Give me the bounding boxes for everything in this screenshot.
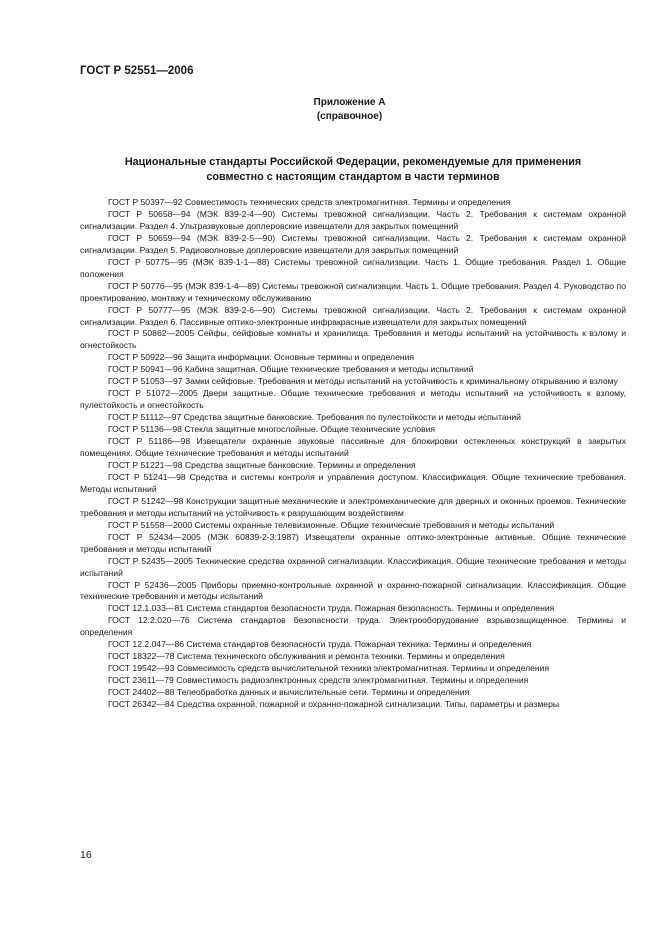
reference-item: ГОСТ Р 52434—2005 (МЭК 60839-2-3:1987) Извещатели охранные оптико-электронные активные. Общие технические требования и методы испытаний — [80, 531, 626, 554]
reference-item: ГОСТ 26342—84 Средства охранной, пожарной и охранно-пожарной сигнализации. Типы, параметры и размеры — [108, 699, 560, 710]
reference-item: ГОСТ 24402—88 Телеобработка данных и вычислительные сети. Термины и определения — [108, 687, 470, 698]
reference-item: ГОСТ Р 51072—2005 Двери защитные. Общие технические требования и методы испытаний на устойчивость к взлому, пулестойкость и огнестойкость — [80, 388, 626, 411]
reference-item: ГОСТ Р 51053—97 Замки сейфовые. Требования и методы испытаний на устойчивость к криминальному открыванию и взлому — [108, 376, 618, 387]
reference-item: ГОСТ Р 50776—95 (МЭК 839-1-4—89) Системы тревожной сигнализации. Часть 1. Общие требования. Раздел 4. Руководство по проектированию, монтажу и техническому обслуживанию — [80, 280, 626, 303]
reference-item: ГОСТ Р 50659—94 (МЭК 839-2-5—90) Системы тревожной сигнализации. Часть 2. Требования к системам охранной сигнализации. Раздел 5. Радиоволновые доплеровские извещатели для закрытых помещений — [80, 232, 626, 255]
section-title-line-2: совместно с настоящим стандартом в части терминов — [206, 171, 500, 183]
annex-status: (справочное) — [316, 111, 383, 122]
reference-item: ГОСТ Р 50397—92 Совместимость технических средств электромагнитная. Термины и определения — [108, 197, 511, 207]
reference-item: ГОСТ Р 51558—2000 Системы охранные телевизионные. Общие технические требования и методы испытаний — [108, 519, 555, 530]
reference-item: ГОСТ 23611—79 Совместимость радиоэлектронных средств электромагнитная. Термины и определения — [108, 675, 529, 686]
reference-item: ГОСТ Р 50941—96 Кабина защитная. Общие технические требования и методы испытаний — [108, 364, 474, 375]
annex-heading — [0, 96, 661, 124]
section-title — [80, 155, 626, 185]
reference-item: ГОСТ Р 51186—98 Извещатели охранные звуковые пассивные для блокировки остекленных конструкций в закрытых помещениях. Общие технические требования и методы испытаний — [80, 436, 626, 459]
reference-item: ГОСТ 12.2.020—76 Система стандартов безопасности труда. Электрооборудование взрывозащищенное. Термины и определения — [80, 615, 626, 638]
reference-item: ГОСТ Р 51136—98 Стекла защитные многослойные. Общие технические условия — [108, 424, 436, 435]
section-title-line-1: Национальные стандарты Российской Федерации, рекомендуемые для применения — [124, 156, 582, 168]
reference-item: ГОСТ 12.1.033—81 Система стандартов безопасности труда. Пожарная безопасность. Термины и определения — [108, 603, 555, 614]
reference-item: ГОСТ Р 50862—2005 Сейфы, сейфовые комнаты и хранилища. Требования и методы испытаний на устойчивость к взлому и огнестойкость — [80, 328, 626, 351]
reference-item: ГОСТ Р 52435—2005 Технические средства охранной сигнализации. Классификация. Общие технические требования и методы испытаний — [80, 555, 626, 578]
reference-list — [80, 197, 626, 711]
reference-item: ГОСТ Р 51221—98 Средства защитные банковские. Термины и определения — [108, 459, 416, 470]
reference-item: ГОСТ Р 50775—95 (МЭК 839-1-1—88) Системы тревожной сигнализации. Часть 1. Общие требования. Раздел 1. Общие положения — [80, 256, 626, 279]
reference-item: ГОСТ Р 50777—95 (МЭК 839-2-6—90) Системы тревожной сигнализации. Часть 2. Требования к системам охранной сигнализации. Раздел 6. Пассивные оптико-электронные инфракрасные извещатели для закрытых помещений — [80, 304, 626, 327]
reference-item: ГОСТ Р 51242—98 Конструкции защитные механические и электромеханические для дверных и оконных проемов. Технические требования и методы испытаний на устойчивость к разрушающим воздействиям — [80, 495, 626, 518]
reference-item: ГОСТ Р 50658—94 (МЭК 839-2-4—90) Системы тревожной сигнализации. Часть 2. Требования к системам охранной сигнализации. Раздел 4. Ультразвуковые доплеровские извещатели для закрытых помещений — [80, 208, 626, 231]
reference-item: ГОСТ 12.2.047—86 Система стандартов безопасности труда. Пожарная техника. Термины и определения — [108, 639, 532, 650]
reference-item: ГОСТ Р 51241—98 Средства и системы контроля и управления доступом. Классификация. Общие технические требования. Методы испытаний — [80, 471, 626, 494]
reference-item: ГОСТ Р 50922—96 Защита информации. Основные термины и определения — [108, 352, 415, 363]
reference-item: ГОСТ 19542—93 Совмесимость средств вычислительной техники электромагнитная. Термины и определения — [108, 663, 550, 674]
annex-title: Приложение А — [313, 97, 386, 108]
page-number: 16 — [80, 849, 92, 861]
document-header: ГОСТ Р 52551—2006 — [80, 65, 194, 77]
reference-item: ГОСТ 18322—78 Система технического обслуживания и ремонта техники. Термины и определения — [108, 651, 505, 662]
reference-item: ГОСТ Р 52436—2005 Приборы приемно-контрольные охранной и охранно-пожарной сигнализации. Классификация. Общие технические требования и методы испытаний — [80, 579, 626, 602]
reference-item: ГОСТ Р 51112—97 Средства защитные банковские. Требования по пулестойкости и методы испытаний — [108, 412, 521, 423]
